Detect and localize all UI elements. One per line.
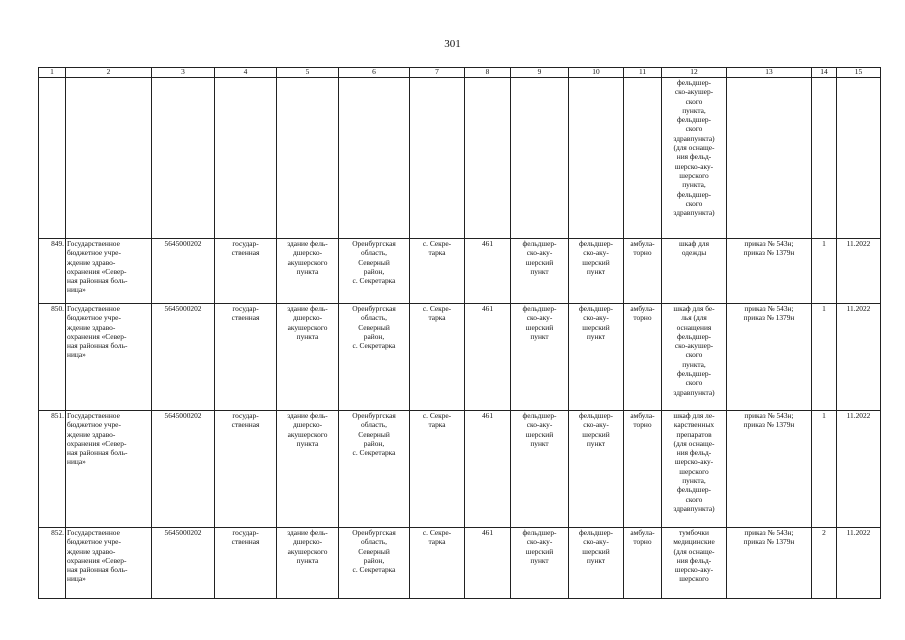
column-header: 8: [465, 68, 511, 78]
entry-number-cell: 851.: [39, 411, 66, 528]
continuation-row: [39, 78, 881, 239]
care-type-cell: амбула- торно: [624, 304, 662, 411]
column-header: 4: [215, 68, 277, 78]
equipment-cell: шкаф для одежды: [662, 239, 727, 304]
subunit-cell: фельдшер- ско-аку- шерский пункт: [569, 528, 624, 599]
equipment-cell: шкаф для ле- карственных препаратов (для оснаще- ния фельд- шерско-аку- шерского пункта, фельдшер- ского здравпункта): [662, 411, 727, 528]
care-type-cell: амбула- торно: [624, 411, 662, 528]
order-cell: приказ № 543н; приказ № 1379н: [727, 528, 812, 599]
address-cell: Оренбургская область, Северный район, с. Секретарка: [339, 304, 410, 411]
column-header: 11: [624, 68, 662, 78]
column-header: 9: [511, 68, 569, 78]
locality-cell: с. Секре- тарка: [410, 304, 465, 411]
inn-cell: 5645000202: [152, 528, 215, 599]
subunit-cell: фельдшер- ско-аку- шерский пункт: [569, 239, 624, 304]
column-number-row: [39, 68, 881, 78]
date-cell: 11.2022: [837, 304, 881, 411]
institution-name-cell: Государственное бюджетное учре- ждение здраво- охранения «Север- ная районная боль- ница»: [66, 239, 152, 304]
address-cell: Оренбургская область, Северный район, с. Секретарка: [339, 528, 410, 599]
institution-name-cell: Государственное бюджетное учре- ждение здраво- охранения «Север- ная районная боль- ница»: [66, 411, 152, 528]
entry-number-cell: 852.: [39, 528, 66, 599]
entry-number-cell: 849.: [39, 239, 66, 304]
inn-cell: 5645000202: [152, 239, 215, 304]
code-cell: 461: [465, 304, 511, 411]
entry-number-cell: 850.: [39, 304, 66, 411]
quantity-cell: 1: [812, 304, 837, 411]
ownership-cell: государ- ственная: [215, 239, 277, 304]
page-number: 301: [444, 38, 461, 50]
column-header: 13: [727, 68, 812, 78]
table-row: [39, 304, 881, 411]
order-cell: приказ № 543н; приказ № 1379н: [727, 411, 812, 528]
date-cell: 11.2022: [837, 411, 881, 528]
column-header: 6: [339, 68, 410, 78]
code-cell: 461: [465, 528, 511, 599]
subunit-cell: фельдшер- ско-аку- шерский пункт: [569, 411, 624, 528]
unit-cell: фельдшер- ско-аку- шерский пункт: [511, 528, 569, 599]
building-cell: здание фель- дшерско- акушерского пункта: [277, 528, 339, 599]
column-header: 1: [39, 68, 66, 78]
date-cell: 11.2022: [837, 528, 881, 599]
building-cell: здание фель- дшерско- акушерского пункта: [277, 411, 339, 528]
unit-cell: фельдшер- ско-аку- шерский пункт: [511, 304, 569, 411]
institution-name-cell: Государственное бюджетное учре- ждение здраво- охранения «Север- ная районная боль- ница»: [66, 304, 152, 411]
date-cell: 11.2022: [837, 239, 881, 304]
code-cell: 461: [465, 411, 511, 528]
address-cell: Оренбургская область, Северный район, с. Секретарка: [339, 239, 410, 304]
column-header: 12: [662, 68, 727, 78]
ownership-cell: государ- ственная: [215, 304, 277, 411]
quantity-cell: 1: [812, 411, 837, 528]
locality-cell: с. Секре- тарка: [410, 411, 465, 528]
address-cell: Оренбургская область, Северный район, с. Секретарка: [339, 411, 410, 528]
continuation-equipment-cell: фельдшер- ско-акушер- ского пункта, фельдшер- ского здравпункта) (для оснаще- ния фельд- шерско-аку- шерского пункта, фельдшер- ского здравпункта): [662, 78, 727, 239]
column-header: 7: [410, 68, 465, 78]
subunit-cell: фельдшер- ско-аку- шерский пункт: [569, 304, 624, 411]
equipment-cell: тумбочки медицинские (для оснаще- ния фельд- шерско-аку- шерского: [662, 528, 727, 599]
care-type-cell: амбула- торно: [624, 528, 662, 599]
institution-name-cell: Государственное бюджетное учре- ждение здраво- охранения «Север- ная районная боль- ница»: [66, 528, 152, 599]
column-header: 2: [66, 68, 152, 78]
column-header: 15: [837, 68, 881, 78]
ownership-cell: государ- ственная: [215, 411, 277, 528]
inn-cell: 5645000202: [152, 304, 215, 411]
locality-cell: с. Секре- тарка: [410, 528, 465, 599]
column-header: 3: [152, 68, 215, 78]
building-cell: здание фель- дшерско- акушерского пункта: [277, 304, 339, 411]
equipment-cell: шкаф для бе- лья (для оснащения фельдшер- ско-акушер- ского пункта, фельдшер- ского здравпункта): [662, 304, 727, 411]
unit-cell: фельдшер- ско-аку- шерский пункт: [511, 239, 569, 304]
quantity-cell: 1: [812, 239, 837, 304]
unit-cell: фельдшер- ско-аку- шерский пункт: [511, 411, 569, 528]
code-cell: 461: [465, 239, 511, 304]
order-cell: приказ № 543н; приказ № 1379н: [727, 239, 812, 304]
table-row: [39, 239, 881, 304]
building-cell: здание фель- дшерско- акушерского пункта: [277, 239, 339, 304]
equipment-table: [38, 67, 881, 599]
quantity-cell: 2: [812, 528, 837, 599]
locality-cell: с. Секре- тарка: [410, 239, 465, 304]
table-row: [39, 411, 881, 528]
table-row: [39, 528, 881, 599]
care-type-cell: амбула- торно: [624, 239, 662, 304]
order-cell: приказ № 543н; приказ № 1379н: [727, 304, 812, 411]
inn-cell: 5645000202: [152, 411, 215, 528]
ownership-cell: государ- ственная: [215, 528, 277, 599]
column-header: 5: [277, 68, 339, 78]
column-header: 10: [569, 68, 624, 78]
column-header: 14: [812, 68, 837, 78]
